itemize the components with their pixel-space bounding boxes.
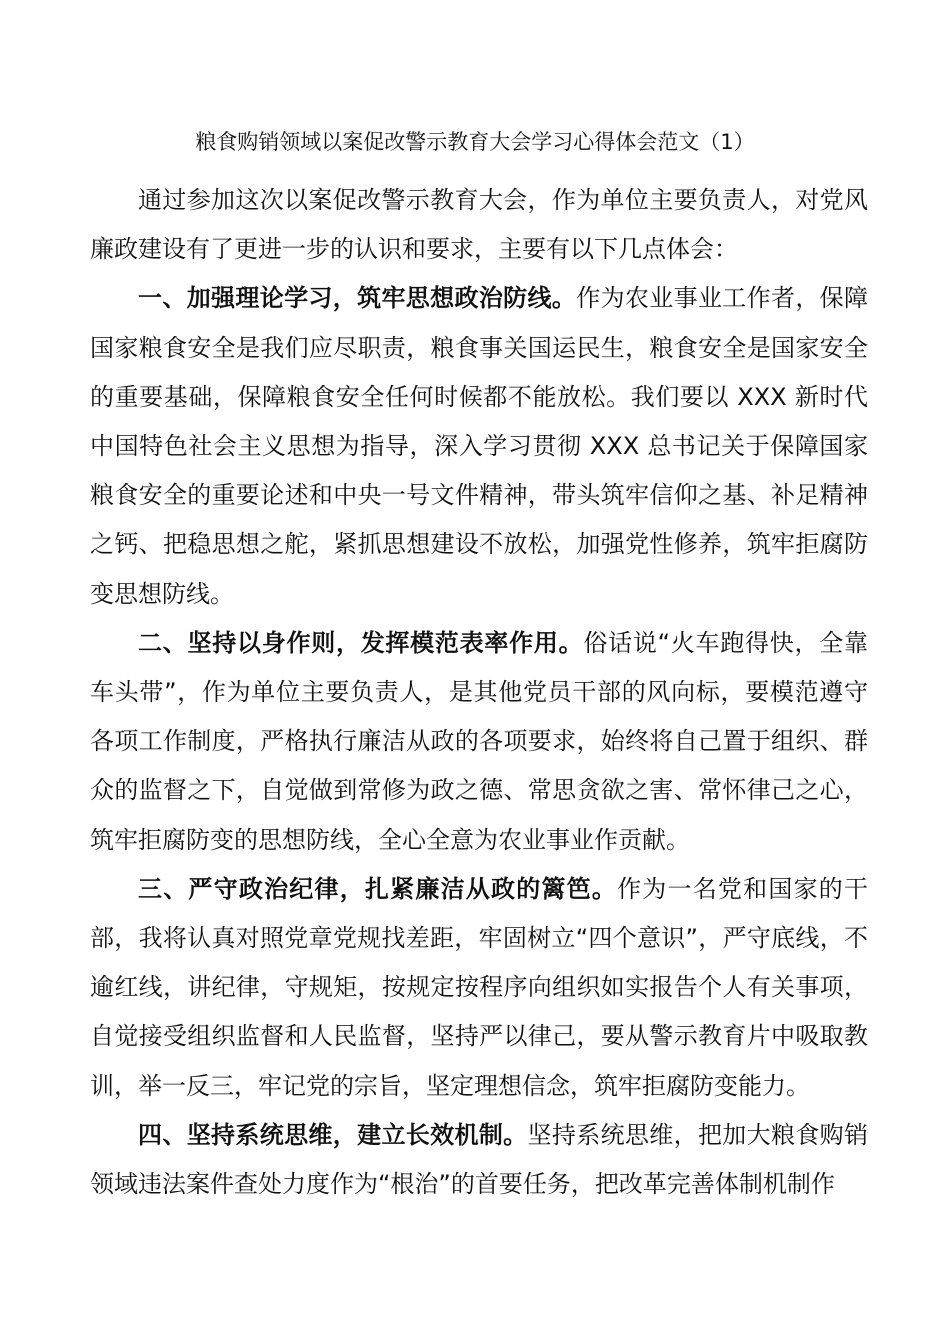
paragraph-text: 作为一名党和国家的干部，我将认真对照党章党规找差距，牢固树立“四个意识”，严守底线，不逾红线，讲纪律，守规矩，按规定按程序向组织如实报告个人有关事项，自觉接受组织监督和人民监督，坚持严以律己，要从警示教育片中吸取教训，举一反三，牢记党的宗旨，坚定理想信念，筑牢拒腐防变能力。 <box>90 874 869 1100</box>
paragraph-text: 通过参加这次以案促改警示教育大会，作为单位主要负责人，对党风廉政建设有了更进一步的认识和要求，主要有以下几点体会： <box>90 186 868 264</box>
document-body <box>90 176 868 1209</box>
paragraph-text: 俗话说“火车跑得快，全靠车头带”，作为单位主要负责人，是其他党员干部的风向标，要模范遵守各项工作制度，严格执行廉洁从政的各项要求，始终将自己置于组织、群众的监督之下，自觉做到常修为政之德、常思贪欲之害、常怀律己之心，筑牢拒腐防变的思想防线，全心全意为农业事业作贡献。 <box>90 628 869 854</box>
paragraph-lead: 三、严守政治纪律，扎紧廉洁从政的篱笆。 <box>138 874 618 903</box>
paragraph-text: 作为农业事业工作者，保障国家粮食安全是我们应尽职责，粮食事关国运民生，粮食安全是国家安全的重要基础，保障粮食安全任何时候都不能放松。我们要以 XXX 新时代中国特色社会主义思想为指导，深入学习贯彻 XXX 总书记关于保障国家粮食安全的重要论述和中央一号文件精神，带头筑牢信仰之基、补足精神之钙、把稳思想之舵，紧抓思想建设不放松，加强党性修养，筑牢拒腐防变思想防线。 <box>90 284 869 608</box>
paragraph-lead: 四、坚持系统思维，建立长效机制。 <box>138 1120 528 1149</box>
document-title: 粮食购销领域以案促改警示教育大会学习心得体会范文（1） <box>195 130 755 154</box>
paragraph-lead: 二、坚持以身作则，发挥模范表率作用。 <box>138 628 584 657</box>
paragraph-lead: 一、加强理论学习，筑牢思想政治防线。 <box>138 284 577 313</box>
paragraph-intro <box>90 176 868 274</box>
paragraph-point-4 <box>90 1111 868 1209</box>
paragraph-point-1 <box>90 274 868 618</box>
paragraph-text: 坚持系统思维，把加大粮食购销领域违法案件查处力度作为“根治”的首要任务，把改革完善体制机制作 <box>90 1120 869 1199</box>
paragraph-point-2 <box>90 619 868 865</box>
paragraph-point-3 <box>90 865 868 1111</box>
